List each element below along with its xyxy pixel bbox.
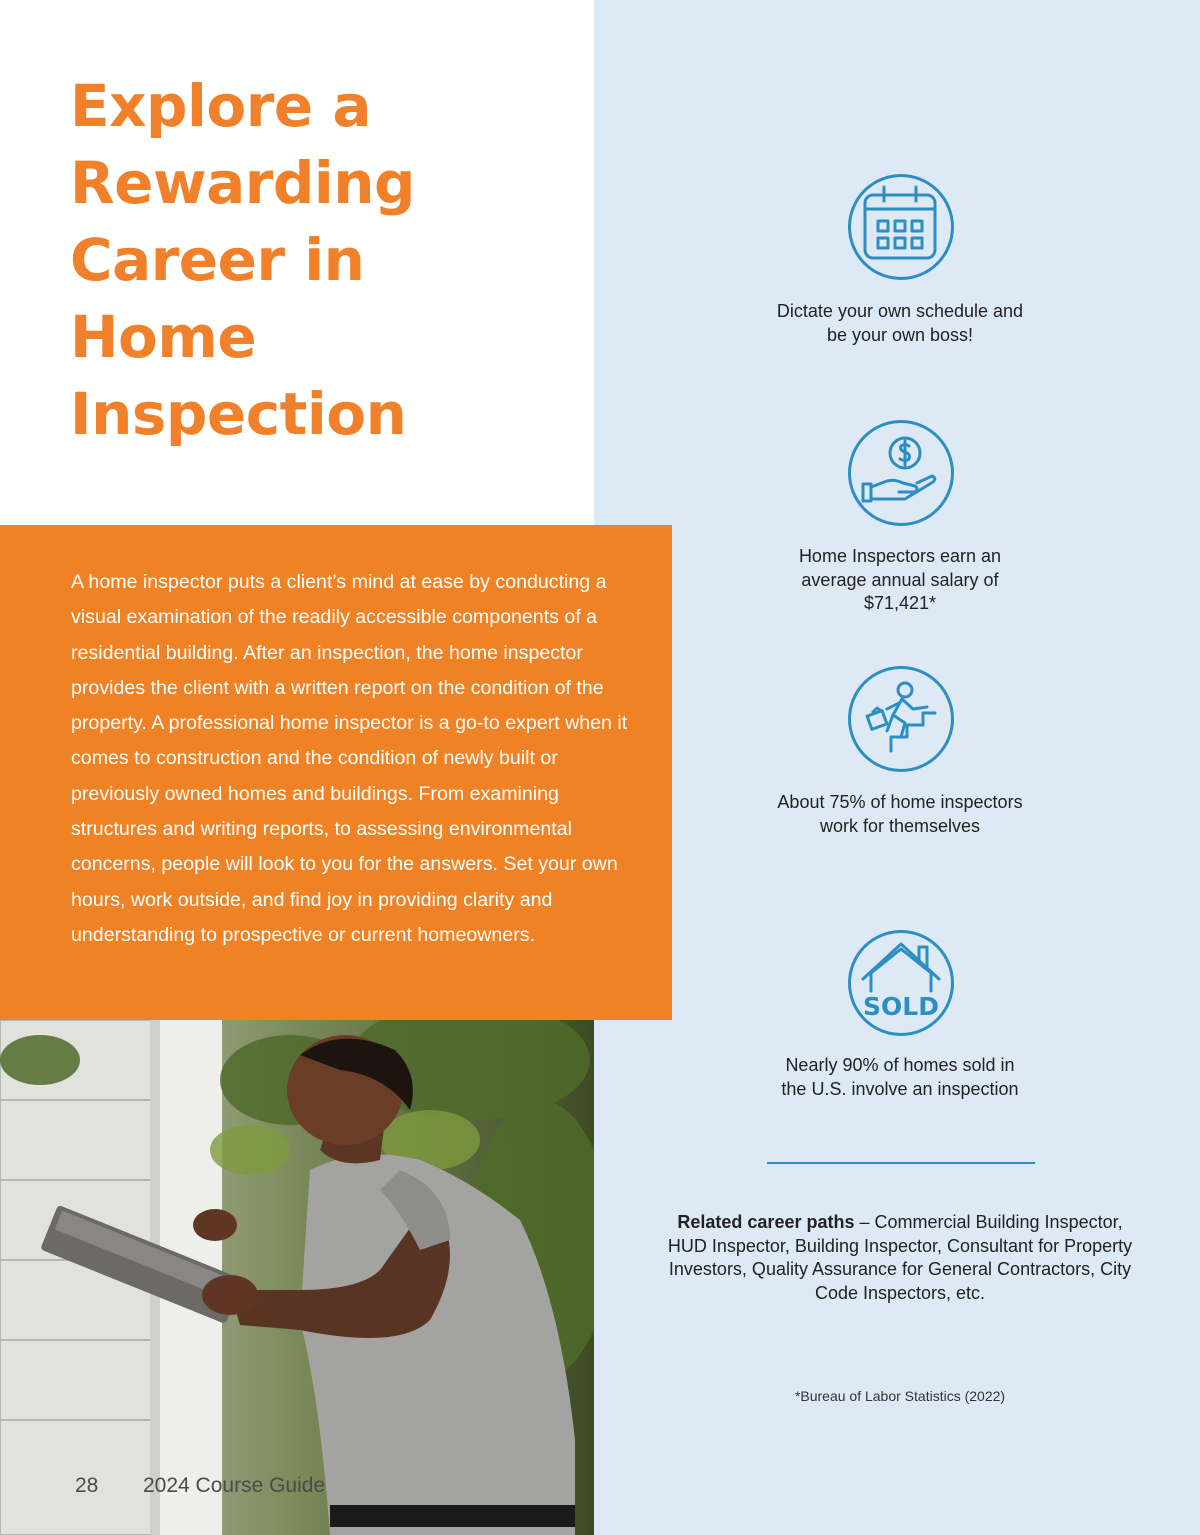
calendar-icon xyxy=(847,173,955,281)
page-footer xyxy=(75,1474,325,1498)
feature-line: work for themselves xyxy=(819,815,981,836)
feature-line: About 75% of home inspectors xyxy=(777,792,1023,812)
inspector-photo xyxy=(0,1020,594,1535)
feature-salary xyxy=(700,545,1100,616)
title-line: Explore a xyxy=(70,72,372,140)
feature-line: Dictate your own schedule and xyxy=(776,301,1024,321)
guide-label: 2024 Course Guide xyxy=(143,1474,326,1497)
svg-text:SOLD: SOLD xyxy=(863,992,939,1021)
page-title xyxy=(70,68,570,453)
title-line: Inspection xyxy=(70,380,407,448)
related-text: – Commercial Building Inspector, HUD Inspector, Building Inspector, Consultant for Property Investors, Quality Assurance for General Contractors, City Code Inspectors, etc. xyxy=(667,1212,1133,1303)
title-line: Home xyxy=(70,303,257,371)
feature-line: average annual salary of xyxy=(801,569,999,590)
page-number: 28 xyxy=(75,1474,99,1497)
feature-schedule xyxy=(700,300,1100,347)
related-careers xyxy=(664,1211,1136,1305)
related-label: Related career paths xyxy=(677,1212,855,1232)
title-line: Career in xyxy=(70,226,365,294)
feature-self-employed xyxy=(700,791,1100,838)
sold-house-icon xyxy=(847,929,955,1037)
feature-line: the U.S. involve an inspection xyxy=(781,1078,1019,1099)
money-hand-icon xyxy=(847,419,955,527)
source-note: *Bureau of Labor Statistics (2022) xyxy=(794,1388,1006,1404)
feature-line: Home Inspectors earn an xyxy=(798,546,1002,566)
intro-paragraph: A home inspector puts a client’s mind at ease by conducting a visual examination of the readily accessible components of a residential building. After an inspection, the home inspector provides the client with a written report on the condition of the property. A professional home inspector is a go-to expert when it comes to construction and the condition of newly built or previously owned homes and buildings. From examining structures and writing reports, to assessing environmental concerns, people will look to you for the answers. Set your own hours, work outside, and find joy in providing clarity and understanding to prospective or current homeowners. xyxy=(71,571,628,946)
divider xyxy=(767,1162,1035,1164)
feature-line: be your own boss! xyxy=(826,324,974,345)
feature-line: Nearly 90% of homes sold in xyxy=(785,1055,1015,1075)
self-employed-icon xyxy=(847,665,955,773)
feature-sold-homes xyxy=(700,1054,1100,1101)
feature-line: $71,421* xyxy=(863,593,937,613)
title-line: Rewarding xyxy=(70,149,416,217)
